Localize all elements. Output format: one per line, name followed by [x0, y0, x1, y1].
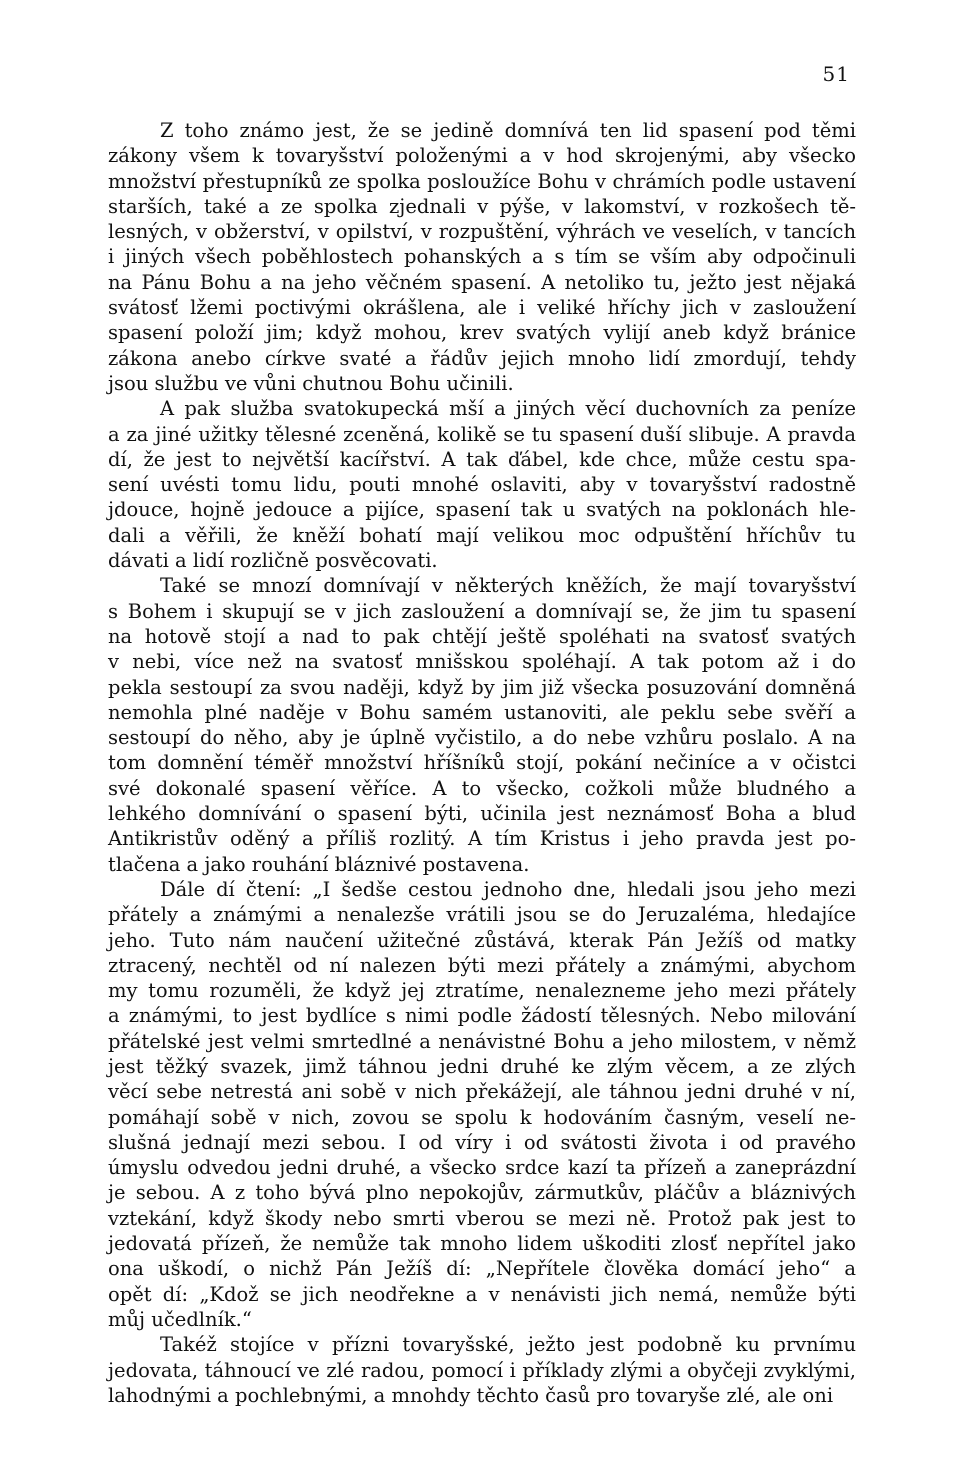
- text-line: dávati a lidí rozličně posvěcovati.: [108, 549, 438, 573]
- text-line: slušná jednají mezi sebou. I od víry i od svátosti života i od pravého: [108, 1130, 856, 1154]
- text-line: jedovata, táhnoucí ve zlé radou, pomocí i příklady zlými a obyčeji zvyklými,: [108, 1358, 856, 1382]
- text-line: tom domnění téměř množství hříšníků stojí, pokání nečiníce a v očistci: [108, 751, 856, 775]
- text-line: Také se mnozí domnívají v některých kněžích, že mají tovaryšství: [160, 574, 856, 598]
- text-line: Takéž stojíce v přízni tovaryšské, ježto jest podobně ku prvnímu: [160, 1333, 856, 1357]
- paragraph: [108, 118, 856, 396]
- text-line: na Pánu Bohu a na jeho věčném spasení. A netoliko tu, ježto jest nějaká: [108, 270, 856, 294]
- text-line: a známými, to jest bydlíce s nimi podle žádostí tělesných. Nebo milování: [108, 1004, 856, 1028]
- text-line: ona uškodí, o nichž Pán Ježíš dí: „Nepřítele člověka domácí jeho“ a: [108, 1257, 856, 1281]
- paragraph: [108, 396, 856, 573]
- text-line: tlačena a jako rouhání bláznivé postavena.: [108, 852, 530, 876]
- body-text: [108, 118, 856, 1408]
- text-line: je sebou. A z toho bývá plno nepokojův, zármutkův, pláčův a bláznivých: [108, 1181, 856, 1205]
- text-line: množství přestupníků ze spolka posloužíce Bohu v chrámích podle ustavení: [108, 169, 856, 193]
- text-line: sení uvésti tomu lidu, pouti mnohé oslaviti, aby v tovaryšství radostně: [108, 473, 856, 497]
- text-line: pekla sestoupí za svou naději, když by jim již všecka posuzování domněná: [108, 675, 856, 699]
- text-line: lehkého domnívání o spasení býti, učinila jest neznámosť Boha a blud: [108, 802, 856, 826]
- text-line: nemohla plné naděje v Bohu samém ustanoviti, ale peklu sebe svěří a: [108, 700, 856, 724]
- text-line: i jiných všech poběhlostech pohanských a s tím se vším aby odpočinuli: [108, 245, 856, 269]
- text-line: své dokonalé spasení věříce. A to všecko, cožkoli může bludného a: [108, 776, 856, 800]
- text-line: úmyslu odvedou jedni druhé, a všecko srdce kazí ta přízeň a zaneprázdní: [108, 1156, 856, 1180]
- paragraph: [108, 1332, 856, 1408]
- text-line: starších, také a ze spolka zjednali v pýše, v lakomství, v rozkošech tě-: [108, 194, 856, 218]
- text-line: ztracený, nechtěl od ní nalezen býti mezi přátely a známými, abychom: [108, 953, 856, 977]
- text-line: lesných, v obžerství, v opilství, v rozpuštění, výhrách ve veselích, v tancích: [108, 220, 856, 244]
- text-line: dali a věřili, že kněží bohatí mají velikou moc odpuštění hříchův tu: [108, 523, 856, 547]
- text-line: my tomu rozuměli, že když jej ztratíme, nenalezneme jeho mezi přátely: [108, 979, 856, 1003]
- text-line: můj učedlník.“: [108, 1307, 252, 1331]
- text-line: Antikristův oděný a příliš rozlitý. A tím Kristus i jeho pravda jest po-: [108, 827, 856, 851]
- text-line: svátosť lžemi poctivými okrášlena, ale i veliké hříchy jich v zasloužení: [108, 296, 856, 320]
- text-line: a za jiné užitky tělesné zceněná, kolikě se tu spasení duší slibuje. A pravda: [108, 422, 856, 446]
- text-line: věcí sebe netrestá ani sobě v nich překážejí, ale táhnou jedni druhé v ní,: [108, 1080, 856, 1104]
- page-number: 51: [822, 62, 850, 86]
- text-line: spasení položí jim; když mohou, krev svatých vylijí aneb když bránice: [108, 321, 856, 345]
- text-line: přátelské jest velmi smrtedlné a nenávistné Bohu a jeho milostem, v němž: [108, 1029, 856, 1053]
- text-line: jedovatá přízeň, že nemůže tak mnoho lidem uškoditi zlosť nepřítel jako: [108, 1232, 856, 1256]
- text-line: sestoupí do něho, aby je úplně vyčistilo, a do nebe vzhůru poslalo. A na: [108, 726, 856, 750]
- text-line: pomáhají sobě v nich, zovou se spolu k hodováním časným, veselí ne-: [108, 1105, 856, 1129]
- paragraph: [108, 573, 856, 877]
- text-line: zákona anebo církve svaté a řádův jejich mnoho lidí zmordují, tehdy: [108, 346, 856, 370]
- text-line: na hotově stojí a nad to pak chtějí ještě spoléhati na svatosť svatých: [108, 624, 856, 648]
- text-line: přátely a známými a nenalezše vrátili jsou se do Jeruzaléma, hledajíce: [108, 903, 856, 927]
- text-line: jsou službu ve vůni chutnou Bohu učinili.: [108, 371, 514, 395]
- text-line: opět dí: „Kdož se jich neodřekne a v nenávisti jich nemá, nemůže býti: [108, 1282, 856, 1306]
- text-line: dí, že jest to největší kacířství. A tak ďábel, kde chce, může cestu spa-: [108, 447, 856, 471]
- text-line: vztekání, když škody nebo smrti vberou se mezi ně. Protož pak jest to: [108, 1206, 856, 1230]
- text-line: A pak služba svatokupecká mší a jiných věcí duchovních za peníze: [160, 397, 856, 421]
- text-line: jest těžký svazek, jimž táhnou jedni druhé ke zlým věcem, a ze zlých: [108, 1054, 856, 1078]
- text-line: Dále dí čtení: „I šedše cestou jednoho dne, hledali jsou jeho mezi: [160, 877, 856, 901]
- paragraph: [108, 877, 856, 1332]
- text-line: lahodnými a pochlebnými, a mnohdy těchto časů pro tovaryše zlé, ale oni: [108, 1383, 834, 1407]
- text-line: v nebi, více než na svatosť mnišskou spoléhají. A tak potom až i do: [108, 650, 856, 674]
- text-line: jdouce, hojně jedouce a pijíce, spasení tak u svatých na poklonách hle-: [108, 498, 856, 522]
- text-line: s Bohem i skupují se v jich zasloužení a domnívají se, že jim tu spasení: [108, 599, 856, 623]
- text-line: Z toho známo jest, že se jedině domnívá ten lid spasení pod těmi: [160, 119, 856, 142]
- text-line: zákony všem k tovaryšství položenými a v hod skrojenými, aby všecko: [108, 144, 856, 168]
- text-line: jeho. Tuto nám naučení užitečné zůstává, kterak Pán Ježíš od matky: [108, 928, 856, 952]
